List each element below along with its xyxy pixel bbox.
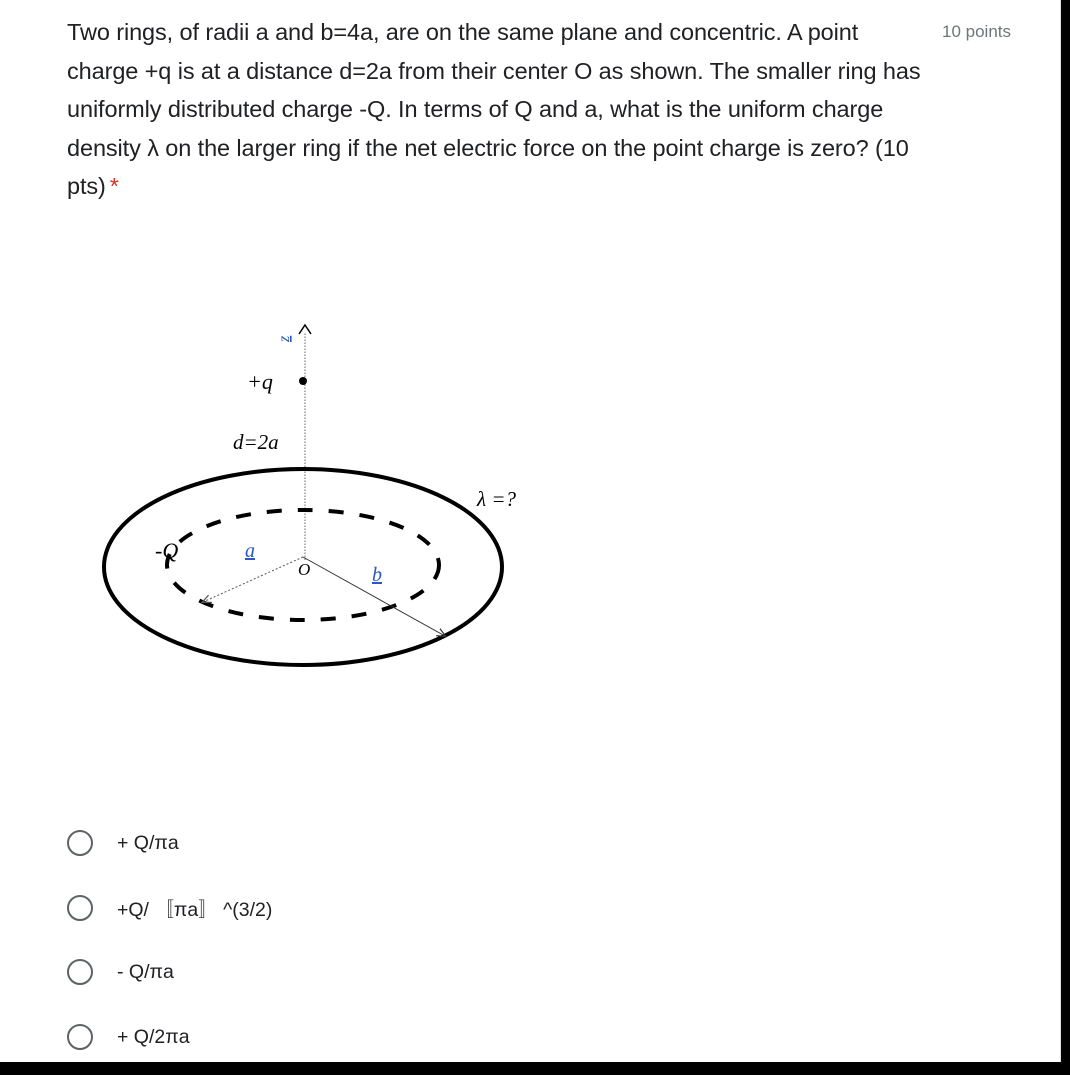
option-3-radio[interactable] [67,959,93,985]
inner-charge-label: -Q [155,538,179,563]
question-text-block [67,13,927,206]
z-axis-arrowhead [299,325,311,334]
points-label: 10 points [942,22,1011,41]
option-2-label: +Q/ 〚πa〛 ^(3/2) [117,899,273,921]
option-4-label: + Q/2πa [117,1025,190,1048]
center-label: O [298,560,311,579]
option-1[interactable] [67,823,467,863]
point-charge-dot [299,377,307,385]
option-1-radio[interactable] [67,830,93,856]
radius-b-label: b [372,564,382,586]
distance-label: d=2a [233,430,279,454]
ring-diagram [95,310,565,680]
required-asterisk: * [109,173,119,199]
option-3-label: - Q/πa [117,960,174,983]
option-4[interactable] [67,1017,467,1057]
option-3[interactable] [67,952,467,992]
point-charge-label: +q [247,369,273,394]
option-1-label: + Q/πa [117,831,179,854]
option-2-radio[interactable] [67,895,93,921]
radius-a-arrow [203,557,303,602]
question-text: Two rings, of radii a and b=4a, are on the same plane and concentric. A point charge +q is at a distance d=2a from their center O as shown. The smaller ring has uniformly distributed charge -Q. In terms of Q and a, what is the uniform charge density λ on the larger ring if the net electric force on the point charge is zero? (10 pts) [67,19,921,199]
lambda-label: λ =? [477,487,517,511]
option-2[interactable] [67,888,467,928]
radius-a-label: a [245,540,255,562]
option-4-radio[interactable] [67,1024,93,1050]
z-axis-label: z [276,335,293,342]
